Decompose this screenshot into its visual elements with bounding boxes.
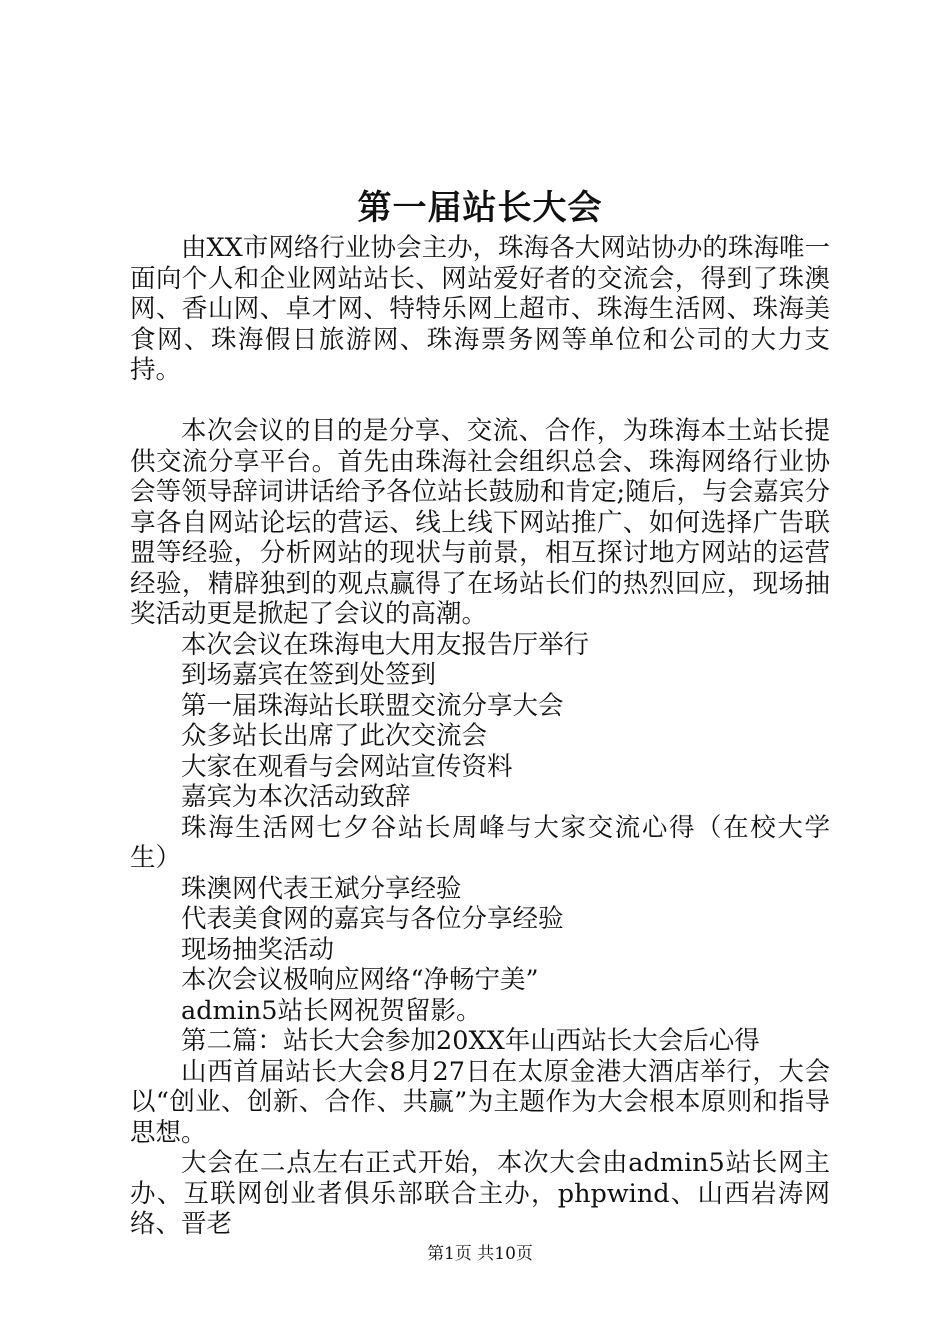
- paragraph-line: admin5站长网祝贺留影。: [181, 995, 482, 1026]
- paragraph-line: 珠澳网代表王斌分享经验: [181, 873, 462, 904]
- paragraph-line: 本次会议在珠海电大用友报告厅举行: [181, 629, 590, 660]
- document-body: [130, 233, 830, 1240]
- paragraph-line: 到场嘉宾在签到处签到: [181, 660, 437, 690]
- section-heading: 第二篇：站长大会参加20XX年山西站长大会后心得: [181, 1026, 760, 1056]
- document-title: 第一届站长大会: [357, 188, 603, 228]
- paragraph-purpose: 本次会议的目的是分享、交流、合作，为珠海本土站长提供交流分享平台。首先由珠海社会组织总会、珠海网络行业协会等领导辞词讲话给予各位站长鼓励和肯定;随后，与会嘉宾分享各自网站论坛的营运、线上线下网站推广、如何选择广告联盟等经验，分析网站的现状与前景，相互探讨地方网站的运营经验，精辟独到的观点赢得了在场站长们的热烈回应，现场抽奖活动更是掀起了会议的高潮。: [130, 416, 830, 629]
- paragraph-line: 众多站长出席了此次交流会: [181, 721, 488, 751]
- paragraph-line: 珠海生活网七夕谷站长周峰与大家交流心得（在校大学生）: [130, 812, 830, 873]
- page-number: 第1页 共10页: [427, 1244, 533, 1264]
- paragraph-intro: 由XX市网络行业协会主办，珠海各大网站协办的珠海唯一面向个人和企业网站站长、网站爱好者的交流会，得到了珠澳网、香山网、卓才网、特特乐网上超市、珠海生活网、珠海美食网、珠海假日旅游网、珠海票务网等单位和公司的大力支持。: [130, 233, 830, 385]
- paragraph-line: 代表美食网的嘉宾与各位分享经验: [181, 904, 564, 934]
- paragraph-line: 嘉宾为本次活动致辞: [181, 782, 411, 812]
- paragraph-line: 第一届珠海站长联盟交流分享大会: [181, 690, 564, 721]
- paragraph-line: 现场抽奖活动: [181, 934, 335, 965]
- paragraph-shanxi-intro: 山西首届站长大会8月27日在太原金港大酒店举行，大会以“创业、创新、合作、共赢”为主题作为大会根本原则和指导思想。: [130, 1056, 830, 1148]
- paragraph-line: 大家在观看与会网站宣传资料: [181, 751, 513, 782]
- paragraph-spacer: [130, 386, 830, 417]
- paragraph-line: 本次会议极响应网络“净畅宁美”: [181, 965, 539, 995]
- paragraph-shanxi-start: 大会在二点左右正式开始，本次大会由admin5站长网主办、互联网创业者俱乐部联合主办，phpwind、山西岩涛网络、晋老: [130, 1148, 830, 1239]
